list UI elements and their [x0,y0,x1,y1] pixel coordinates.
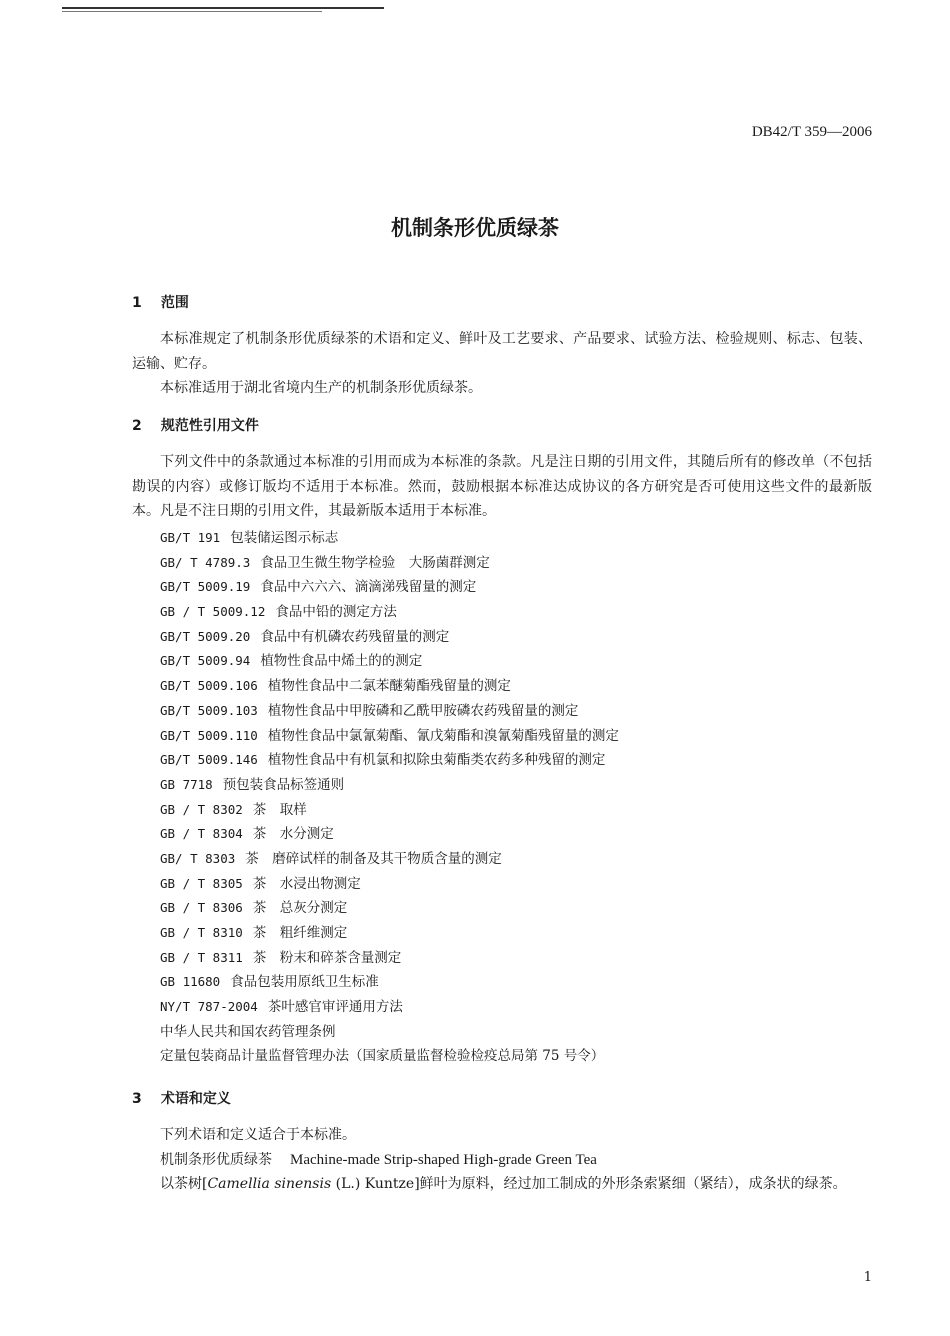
reference-item: NY/T 787-2004 茶叶感官审评通用方法 [160,999,403,1016]
reference-item: GB 7718 预包装食品标签通则 [160,776,345,793]
section-3-intro: 下列术语和定义适合于本标准。 [160,1127,356,1143]
reference-item: GB/T 5009.94 植物性食品中烯土的的测定 [160,653,423,670]
section-title: 术语和定义 [160,1091,231,1107]
reference-item: GB/T 5009.146 植物性食品中有机氯和拟除虫菊酯类农药多种残留的测定 [160,752,606,769]
reference-item: GB/T 5009.110 植物性食品中氯氰菊酯、氰戊菊酯和溴氰菊酯残留量的测定 [160,727,619,744]
page-number: 1 [863,1270,872,1285]
section-number: 2 [132,418,142,434]
section-3-heading [132,1088,231,1108]
section-1-paragraph-2: 本标准适用于湖北省境内生产的机制条形优质绿茶。 [160,380,482,396]
document-title: 机制条形优质绿茶 [391,216,559,240]
reference-item: 中华人民共和国农药管理条例 [160,1023,336,1040]
reference-item: GB / T 8310 茶 粗纤维测定 [160,925,348,941]
section-number: 1 [132,295,142,311]
reference-item: GB / T 8304 茶 水分测定 [160,826,334,843]
term-definition: 以茶树[Camellia sinensis (L.) Kuntze]鲜叶为原料，经过加工制成的外形条索紧细（紧结），成条状的绿茶。 [160,1176,847,1192]
reference-item: GB 11680 食品包装用原纸卫生标准 [160,974,379,991]
reference-item: GB/T 5009.106 植物性食品中二氯苯醚菊酯残留量的测定 [160,678,511,695]
reference-item: GB/T 5009.20 食品中有机磷农药残留量的测定 [160,628,450,645]
header-rule [62,7,384,9]
document-number: DB42/T 359—2006 [751,124,872,140]
reference-item: GB / T 8302 茶 取样 [160,801,307,818]
term-entry [160,1148,900,1173]
term-english: Machine-made Strip-shaped High-grade Green Tea [290,1152,597,1168]
reference-item: GB/T 191 包装储运图示标志 [160,530,339,546]
header-rule-thin [62,11,322,12]
section-2-heading [132,415,259,435]
reference-item: GB / T 8306 茶 总灰分测定 [160,900,348,917]
term-chinese: 机制条形优质绿茶 [160,1152,272,1168]
reference-list [160,526,880,1069]
reference-item: GB / T 8305 茶 水浸出物测定 [160,875,361,892]
reference-item: GB / T 8311 茶 粉末和碎茶含量测定 [160,949,402,966]
reference-item: GB/T 5009.19 食品中六六六、滴滴涕残留量的测定 [160,579,477,596]
reference-item: GB/T 5009.103 植物性食品中甲胺磷和乙酰甲胺磷农药残留量的测定 [160,702,579,719]
reference-item: GB/ T 4789.3 食品卫生微生物学检验 大肠菌群测定 [160,554,490,571]
section-number: 3 [132,1091,142,1107]
section-2-paragraph: 下列文件中的条款通过本标准的引用而成为本标准的条款。凡是注日期的引用文件，其随后所有的修改单（不包括勘误的内容）或修订版均不适用于本标准。然而，鼓励根据本标准达成协议的各方研究是否可使用这些文件的最新版本。凡是不注日期的引用文件，其最新版本适用于本标准。 [132,454,872,519]
section-1-paragraph-1: 本标准规定了机制条形优质绿茶的术语和定义、鲜叶及工艺要求、产品要求、试验方法、检验规则、标志、包装、运输、贮存。 [132,331,872,372]
reference-item: GB / T 5009.12 食品中铅的测定方法 [160,604,397,621]
section-1-heading [132,292,189,312]
section-title: 范围 [160,295,189,311]
reference-item: 定量包装商品计量监督管理办法（国家质量监督检验检疫总局第 75 号令） [160,1048,605,1065]
reference-item: GB/ T 8303 茶 磨碎试样的制备及其干物质含量的测定 [160,850,502,867]
section-title: 规范性引用文件 [160,418,259,434]
